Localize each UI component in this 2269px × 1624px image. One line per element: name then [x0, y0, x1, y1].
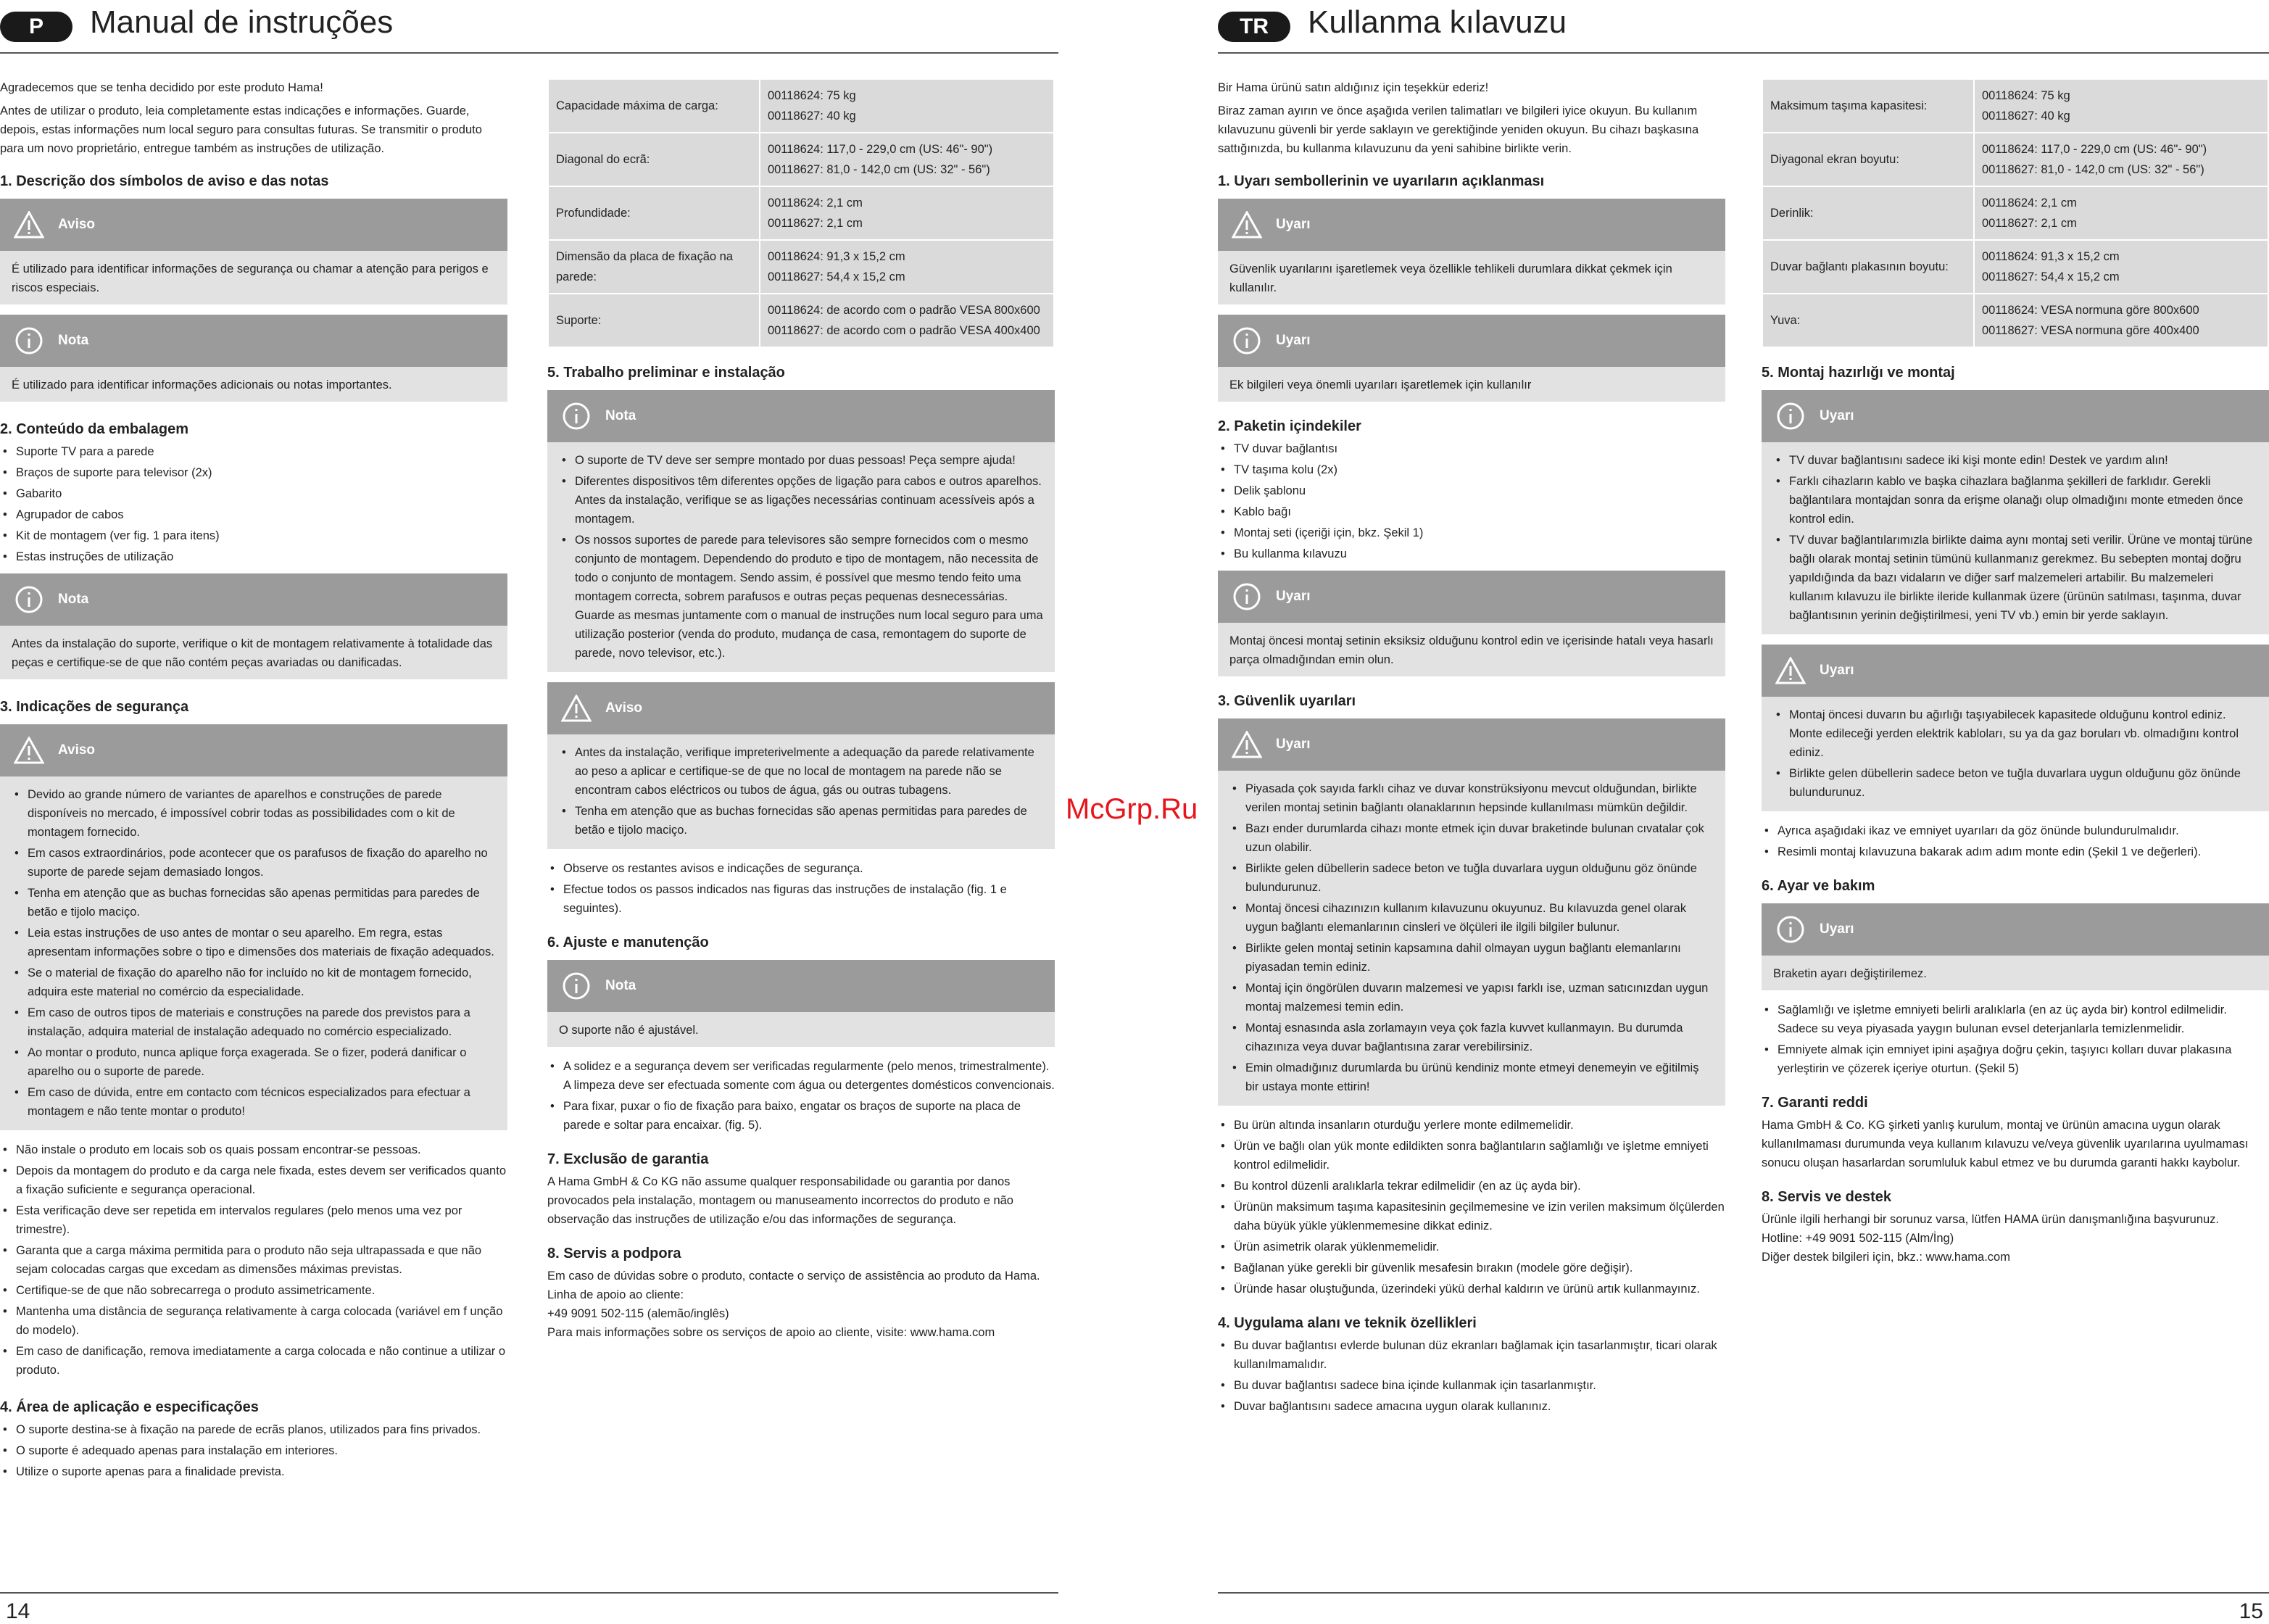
spec-label: Diagonal do ecrã: — [548, 133, 760, 186]
warning-box — [547, 682, 1055, 849]
spec-value: 00118627: 81,0 - 142,0 cm (US: 32" - 56") — [768, 163, 990, 176]
service-text: Ürünle ilgili herhangi bir sorunuz varsa, lütfen HAMA ürün danışmanlığına başvurunuz. — [1762, 1213, 2220, 1226]
spec-value: 00118627: 40 kg — [1982, 109, 2070, 123]
table-row — [1762, 240, 2268, 294]
list-item: • Ürünün maksimum taşıma kapasitesinin geçilmemesine ve izin verilen maksimum ölçülerden daha büyük yükle yüklenmemesine dikkat ediniz. — [1218, 1198, 1725, 1235]
list-item: • Mantenha uma distância de segurança relativamente à carga colocada (variável em f unção do modelo). — [0, 1302, 507, 1340]
note-box — [547, 960, 1055, 1047]
list-item: • Bağlanan yüke gerekli bir güvenlik mesafesin bırakın (modele göre değişir). — [1218, 1259, 1725, 1277]
warning-triangle-icon — [1231, 729, 1263, 761]
list-item: • TV duvar bağlantılarımızla birlikte daima aynı montaj seti verilir. Ürüne ve montaj türüne bağlı olarak montaj setinin tümünü kullanmanız gerekmez. Bu sebepten montaj doğru yapıldığında da bazı vidaların ve diğer sarf malzemeleri artabilir. Bu malzemeleri kullanım kılavuzu ile birlikte ileride kullanmak üzere (ürünün satılması, taşınma, duvar bağlantısının yerinin değiştirilmesi, yeni TV vb.) emin bir yerde saklayın. — [1773, 531, 2257, 625]
list-item: • Em caso de dúvida, entre em contacto com técnicos especializados para efectuar a montagem e não tente montar o produto! — [12, 1083, 496, 1121]
spec-label: Maksimum taşıma kapasitesi: — [1762, 79, 1974, 133]
info-icon — [1775, 400, 1807, 432]
warning-label: Uyarı — [1820, 408, 1854, 423]
hotline: +49 9091 502-115 (alemão/inglês) — [547, 1307, 729, 1320]
section-title: 5. Montaj hazırlığı ve montaj — [1762, 365, 1955, 381]
section-title: 4. Área de aplicação e especificações — [0, 1399, 259, 1415]
warning-label: Uyarı — [1820, 663, 1854, 678]
page-right — [1218, 0, 2269, 1623]
section-title: 6. Ajuste e manutenção — [547, 935, 709, 950]
warning-triangle-icon — [13, 209, 45, 241]
page-left — [0, 0, 1058, 1623]
info-icon — [560, 400, 592, 432]
service-text: Linha de apoio ao cliente: — [547, 1288, 684, 1301]
list-item: • Leia estas instruções de uso antes de montar o seu aparelho. Em regra, estas apresentam informações sobre o tipo e dimensões dos materiais de fixação adequados. — [12, 924, 496, 961]
safety-list — [0, 1140, 507, 1380]
list-item: • Birlikte gelen montaj setinin kapsamına dahil olmayan uygun bağlantı elemanlarını piyasadan temin ediniz. — [1229, 939, 1714, 977]
section-title: 4. Uygulama alanı ve teknik özellikleri — [1218, 1315, 1477, 1331]
list-item: • Bu duvar bağlantısı sadece bina içinde kullanmak için tasarlanmıştır. — [1218, 1376, 1725, 1395]
spec-value: 00118627: 2,1 cm — [768, 217, 863, 230]
list-item: • Duvar bağlantısını sadece amacına uygun olarak kullanınız. — [1218, 1397, 1725, 1416]
note-box — [0, 573, 507, 679]
application-list — [0, 1420, 507, 1481]
info-icon — [1775, 914, 1807, 945]
spec-value: 00118624: 75 kg — [768, 89, 856, 102]
application-list — [1218, 1336, 1725, 1416]
spec-value: 00118627: 40 kg — [768, 109, 856, 123]
warranty-text: Hama GmbH & Co. KG şirketi yanlış kurulum, montaj ve ürünün amacına uygun olarak kullanılmaması durumunda veya kullanım kılavuzu ve/veya güvenlik uyarılarına uyulmaması sonucu oluşan hasarlardan sorumluluk kabul etmez ve bu durumda garanti hakkı kaybolur. — [1762, 1119, 2249, 1169]
left-column-1 — [0, 78, 507, 1484]
list-item: • O suporte é adequado apenas para instalação em interiores. — [0, 1441, 507, 1460]
list-item: • TV duvar bağlantısı — [1218, 439, 1725, 458]
table-row — [548, 133, 1054, 186]
spec-label: Yuva: — [1762, 294, 1974, 347]
spec-label: Profundidade: — [548, 186, 760, 240]
list-item: • Bazı ender durumlarda cihazı monte etmek için duvar braketinde bulunan cıvatalar çok uzun olabilir. — [1229, 819, 1714, 857]
spec-value: 00118624: 91,3 x 15,2 cm — [768, 250, 905, 263]
section-title: 3. Indicações de segurança — [0, 699, 189, 715]
list-item: • Não instale o produto em locais sob os quais possam encontrar-se pessoas. — [0, 1140, 507, 1159]
spec-value: 00118627: 54,4 x 15,2 cm — [768, 270, 905, 283]
spec-value: 00118627: VESA normuna göre 400x400 — [1982, 324, 2199, 337]
list-item: • Montaj öncesi duvarın bu ağırlığı taşıyabilecek kapasitede olduğunu kontrol ediniz. Monte edileceği yerden elektrik kabloları, su ya da gaz boruları vb. olmadığını kontrol ediniz. — [1773, 705, 2257, 762]
table-row — [1762, 133, 2268, 186]
page-title: Kullanma kılavuzu — [1308, 4, 1567, 40]
list-item: • O suporte de TV deve ser sempre montado por duas pessoas! Peça sempre ajuda! — [559, 451, 1043, 470]
list-item: • Agrupador de cabos — [0, 505, 507, 524]
list-item: • Em caso de danificação, remova imediatamente a carga colocada e não continue a utilizar o produto. — [0, 1342, 507, 1380]
table-row — [1762, 186, 2268, 240]
list-item: • Estas instruções de utilização — [0, 547, 507, 566]
list-item: • Emin olmadığınız durumlarda bu ürünü kendiniz monte etmeyi denemeyin ve eğitilmiş bir ustaya monte ettirin! — [1229, 1058, 1714, 1096]
spec-label: Capacidade máxima de carga: — [548, 79, 760, 133]
list-item: • Se o material de fixação do aparelho não for incluído no kit de montagem fornecido, adquira este material no comércio da especialidade. — [12, 964, 496, 1001]
table-row — [1762, 79, 2268, 133]
hotline: Hotline: +49 9091 502-115 (Alm/İng) — [1762, 1232, 1954, 1245]
list-item: • Tenha em atenção que as buchas fornecidas são apenas permitidas para paredes de betão e tijolo maciço. — [12, 884, 496, 921]
note-text: Ek bilgileri veya önemli uyarıları işaretlemek için kullanılır — [1229, 378, 1532, 392]
list-item: • Bu ürün altında insanların oturduğu yerlere monte edilmemelidir. — [1218, 1116, 1725, 1135]
table-row — [548, 79, 1054, 133]
warning-text: Braketin ayarı değiştirilemez. — [1773, 967, 1927, 980]
section-title: 1. Uyarı sembollerinin ve uyarıların açıklanması — [1218, 173, 1545, 189]
list-item: • Para fixar, puxar o fio de fixação para baixo, engatar os braços de suporte na placa de parede e soltar para encaixar. (fig. 5). — [547, 1097, 1055, 1135]
spec-label: Derinlik: — [1762, 186, 1974, 240]
list-item: • Ürün ve bağlı olan yük monte edildikten sonra bağlantıların sağlamlığı ve işletme emniyeti kontrol edilmelidir. — [1218, 1137, 1725, 1174]
warning-label: Uyarı — [1276, 217, 1311, 232]
page-number: 15 — [2239, 1599, 2263, 1623]
page-header — [0, 6, 1058, 54]
installation-list — [1762, 821, 2269, 861]
info-icon — [1231, 581, 1263, 613]
service-text: Diğer destek bilgileri için, bkz.: www.hama.com — [1762, 1251, 2010, 1264]
table-row — [548, 294, 1054, 347]
intro-line: Agradecemos que se tenha decidido por este produto Hama! — [0, 81, 323, 94]
warning-box — [1762, 645, 2269, 811]
list-item: • Montaj seti (içeriği için, bkz. Şekil 1) — [1218, 523, 1725, 542]
spec-value: 00118627: de acordo com o padrão VESA 400x400 — [768, 324, 1040, 337]
spec-label: Diyagonal ekran boyutu: — [1762, 133, 1974, 186]
list-item: • Üründe hasar oluştuğunda, üzerindeki yükü derhal kaldırın ve ürünü artık kullanmayınız. — [1218, 1280, 1725, 1298]
intro-paragraph: Antes de utilizar o produto, leia completamente estas indicações e informações. Guarde, depois, estas informações num local seguro para consultas futuras. Se transmitir o produto para um novo proprietário, entregue também as instruções de utilização. — [0, 104, 482, 155]
package-list — [0, 442, 507, 566]
warning-triangle-icon — [1775, 655, 1807, 687]
info-icon — [13, 584, 45, 616]
intro-line: Bir Hama ürünü satın aldığınız için teşekkür ederiz! — [1218, 81, 1489, 94]
note-label: Uyarı — [1276, 589, 1311, 604]
note-box — [1218, 315, 1725, 402]
spec-value: 00118624: VESA normuna göre 800x600 — [1982, 304, 2199, 317]
list-item: • Bu duvar bağlantısı evlerde bulunan düz ekranları bağlamak için tasarlanmıştır, ticari olarak kullanılmamalıdır. — [1218, 1336, 1725, 1374]
list-item: • Gabarito — [0, 484, 507, 503]
warning-label: Uyarı — [1276, 737, 1311, 752]
list-item: • Bu kontrol düzenli aralıklarla tekrar edilmelidir (en az üç ayda bir). — [1218, 1177, 1725, 1196]
spec-value: 00118624: 91,3 x 15,2 cm — [1982, 250, 2120, 263]
service-text: Em caso de dúvidas sobre o produto, contacte o serviço de assistência ao produto da Hama. — [547, 1269, 1040, 1283]
page-title: Manual de instruções — [90, 4, 394, 40]
right-column-1 — [1218, 78, 1725, 1419]
list-item: • Depois da montagem do produto e da carga nele fixada, estes devem ser verificados quanto a fixação suficiente e segurança operacional. — [0, 1161, 507, 1199]
list-item: • Utilize o suporte apenas para a finalidade prevista. — [0, 1462, 507, 1481]
language-badge: TR — [1218, 12, 1290, 42]
note-label: Uyarı — [1276, 333, 1311, 348]
list-item: • Braços de suporte para televisor (2x) — [0, 463, 507, 482]
list-item: • Ao montar o produto, nunca aplique força exagerada. Se o fizer, poderá danificar o aparelho ou o suporte de parede. — [12, 1043, 496, 1081]
note-label: Nota — [605, 978, 636, 993]
list-item: • Tenha em atenção que as buchas fornecidas são apenas permitidas para paredes de betão e tijolo maciço. — [559, 802, 1043, 840]
warning-label: Uyarı — [1820, 921, 1854, 937]
spec-label: Duvar bağlantı plakasının boyutu: — [1762, 240, 1974, 294]
note-text: Montaj öncesi montaj setinin eksiksiz olduğunu kontrol edin ve içerisinde hatalı veya hasarlı parça olmadığından emin olun. — [1229, 634, 1714, 666]
installation-list — [547, 859, 1055, 918]
list-item: • Os nossos suportes de parede para televisores são sempre fornecidos com o mesmo conjunto de montagem. Dependendo do produto e tipo de montagem, não necessita de todo o conjunto de montagem. Sendo assim, é possível que mesmo tendo feito uma montagem correcta, sobrem parafusos e outras peças pequenas desnecessárias. Guarde as mesmas juntamente com o manual de instruções num local seguro para uma utilização posterior (venda do produto, mudança de casa, remontagem do suporte de parede, novo televisor, etc.). — [559, 531, 1043, 663]
spec-value: 00118624: 2,1 cm — [768, 196, 863, 210]
list-item: • Ayrıca aşağıdaki ikaz ve emniyet uyarıları da göz önünde bulundurulmalıdır. — [1762, 821, 2269, 840]
list-item: • Esta verificação deve ser repetida em intervalos regulares (pelo menos uma vez por trimestre). — [0, 1201, 507, 1239]
list-item: • Montaj esnasında asla zorlamayın veya çok fazla kuvvet kullanmayın. Bu durumda cihazınıza veya duvar bağlantısına zarar verebilirsiniz. — [1229, 1019, 1714, 1056]
list-item: • Delik şablonu — [1218, 481, 1725, 500]
table-row — [1762, 294, 2268, 347]
page-number: 14 — [6, 1599, 30, 1623]
list-item: • TV taşıma kolu (2x) — [1218, 460, 1725, 479]
info-icon — [560, 970, 592, 1002]
list-item: • Kablo bağı — [1218, 502, 1725, 521]
warning-triangle-icon — [560, 692, 592, 724]
note-text: Antes da instalação do suporte, verifique o kit de montagem relativamente à totalidade das peças e certifique-se de que não contém peças avariadas ou danificadas. — [12, 637, 493, 669]
note-box — [1218, 571, 1725, 676]
intro-paragraph: Biraz zaman ayırın ve önce aşağıda verilen talimatları ve bilgileri iyice okuyun. Bu kullanım kılavuzunu güvenli bir yerde saklayın ve gerektiğinde yeniden okuyun. Bu cihazı başkasına sattığınızda, bu kullanma kılavuzunu da yeni sahibine birlikte verin. — [1218, 104, 1699, 155]
safety-list — [1218, 1116, 1725, 1298]
spec-value: 00118627: 54,4 x 15,2 cm — [1982, 270, 2120, 283]
package-list — [1218, 439, 1725, 563]
list-item: • Suporte TV para a parede — [0, 442, 507, 461]
note-box — [0, 315, 507, 402]
note-label: Nota — [58, 333, 89, 348]
list-item: • Emniyete almak için emniyet ipini aşağıya doğru çekin, taşıyıcı kolları duvar plakasına yerleştirin ve çözerek içeriye oturtun. (Şekil 5) — [1762, 1040, 2269, 1078]
list-item: • Birlikte gelen dübellerin sadece beton ve tuğla duvarlara uygun olduğunu göz önünde bulundurunuz. — [1773, 764, 2257, 802]
spec-table — [1762, 78, 2269, 348]
left-column-2 — [547, 78, 1055, 1342]
section-title: 2. Paketin içindekiler — [1218, 418, 1361, 434]
warning-label: Aviso — [605, 700, 643, 716]
list-item: • Birlikte gelen dübellerin sadece beton ve tuğla duvarlara uygun olduğunu göz önünde bulundurunuz. — [1229, 859, 1714, 897]
language-badge: P — [0, 12, 72, 42]
list-item: • Efectue todos os passos indicados nas figuras das instruções de instalação (fig. 1 e seguintes). — [547, 880, 1055, 918]
list-item: • Bu kullanma kılavuzu — [1218, 544, 1725, 563]
warning-label: Aviso — [58, 742, 96, 758]
spec-value: 00118627: 2,1 cm — [1982, 217, 2077, 230]
list-item: • Montaj için öngörülen duvarın malzemesi ve yapısı farklı ise, uzman satıcınızdan uygun montaj malzemesi temin edin. — [1229, 979, 1714, 1016]
section-title: 8. Servis a podpora — [547, 1246, 681, 1262]
warning-box — [0, 199, 507, 304]
warning-triangle-icon — [1231, 209, 1263, 241]
list-item: • Kit de montagem (ver fig. 1 para itens) — [0, 526, 507, 545]
footer-divider — [1218, 1592, 2269, 1594]
spec-value: 00118624: 117,0 - 229,0 cm (US: 46"- 90") — [1982, 143, 2207, 156]
note-label: Nota — [605, 408, 636, 423]
list-item: • O suporte destina-se à fixação na parede de ecrãs planos, utilizados para fins privados. — [0, 1420, 507, 1439]
spec-value: 00118624: 2,1 cm — [1982, 196, 2077, 210]
list-item: • Devido ao grande número de variantes de aparelhos e construções de parede disponíveis no mercado, é impossível cobrir todas as possibilidades com o kit de montagem fornecido. — [12, 785, 496, 842]
table-row — [548, 186, 1054, 240]
section-title: 1. Descrição dos símbolos de aviso e das notas — [0, 173, 329, 189]
list-item: • Ürün asimetrik olarak yüklenmemelidir. — [1218, 1238, 1725, 1256]
table-row — [548, 240, 1054, 294]
list-item: • A solidez e a segurança devem ser verificadas regularmente (pelo menos, trimestralmente). A limpeza deve ser efectuada somente com água ou detergentes domésticos convencionais. — [547, 1057, 1055, 1095]
list-item: • Resimli montaj kılavuzuna bakarak adım adım monte edin (Şekil 1 ve değerleri). — [1762, 842, 2269, 861]
section-title: 6. Ayar ve bakım — [1762, 878, 1875, 894]
maintenance-list — [1762, 1000, 2269, 1078]
warning-box — [0, 724, 507, 1130]
list-item: • Farklı cihazların kablo ve başka cihazlara bağlanma şekilleri de farklıdır. Gerekli bağlantılara montajdan sonra da erişme olanağı olup olmadığını monte etmeden önce kontrol edin. — [1773, 472, 2257, 529]
spec-value: 00118624: 75 kg — [1982, 89, 2070, 102]
spec-value: 00118624: de acordo com o padrão VESA 800x600 — [768, 304, 1040, 317]
warning-box — [1762, 903, 2269, 990]
list-item: • TV duvar bağlantısını sadece iki kişi monte edin! Destek ve yardım alın! — [1773, 451, 2257, 470]
list-item: • Garanta que a carga máxima permitida para o produto não seja ultrapassada e que não sejam colocadas cargas que excedam as dimensões máximas previstas. — [0, 1241, 507, 1279]
list-item: • Diferentes dispositivos têm diferentes opções de ligação para cabos e outros aparelhos. Antes da instalação, verifique se as ligações necessárias continuam acessíveis após a montagem. — [559, 472, 1043, 529]
section-title: 7. Exclusão de garantia — [547, 1151, 709, 1167]
list-item: • Em casos extraordinários, pode acontecer que os parafusos de fixação do aparelho no suporte de parede sejam demasiado longos. — [12, 844, 496, 882]
service-text: Para mais informações sobre os serviços de apoio ao cliente, visite: www.hama.com — [547, 1326, 995, 1339]
footer-divider — [0, 1592, 1058, 1594]
section-title: 3. Güvenlik uyarıları — [1218, 693, 1356, 709]
spec-value: 00118624: 117,0 - 229,0 cm (US: 46"- 90") — [768, 143, 993, 156]
section-title: 2. Conteúdo da embalagem — [0, 421, 189, 437]
note-text: O suporte não é ajustável. — [559, 1024, 699, 1037]
warranty-text: A Hama GmbH & Co KG não assume qualquer responsabilidade ou garantia por danos provocados pela instalação, montagem ou manuseamento incorrectos do produto e não observação das instruções de utilização e/ou das informações de segurança. — [547, 1175, 1013, 1226]
warning-label: Aviso — [58, 217, 96, 232]
warning-box — [1218, 199, 1725, 304]
warning-box — [1762, 390, 2269, 634]
note-text: É utilizado para identificar informações adicionais ou notas importantes. — [12, 378, 392, 392]
info-icon — [1231, 325, 1263, 357]
list-item: • Em caso de outros tipos de materiais e construções na parede dos previstos para a instalação, adquira material de instalação adequado no comércio especializado. — [12, 1003, 496, 1041]
spec-label: Suporte: — [548, 294, 760, 347]
warning-box — [1218, 718, 1725, 1106]
section-title: 5. Trabalho preliminar e instalação — [547, 365, 785, 381]
warning-text: Güvenlik uyarılarını işaretlemek veya özellikle tehlikeli durumlara dikkat çekmek için kullanılır. — [1229, 262, 1672, 294]
info-icon — [13, 325, 45, 357]
spec-value: 00118627: 81,0 - 142,0 cm (US: 32" - 56") — [1982, 163, 2204, 176]
note-box — [547, 390, 1055, 672]
list-item: • Sağlamlığı ve işletme emniyeti belirli aralıklarla (en az üç ayda bir) kontrol edilmelidir. Sadece su veya piyasada yaygın bulunan evsel deterjanlarla temizlenmelidir. — [1762, 1000, 2269, 1038]
note-label: Nota — [58, 592, 89, 607]
spec-label: Dimensão da placa de fixação na parede: — [548, 240, 760, 294]
list-item: • Certifique-se de que não sobrecarrega o produto assimetricamente. — [0, 1281, 507, 1300]
right-column-2 — [1762, 78, 2269, 1267]
warning-triangle-icon — [13, 734, 45, 766]
section-title: 7. Garanti reddi — [1762, 1095, 1868, 1111]
warning-text: É utilizado para identificar informações de segurança ou chamar a atenção para perigos e riscos especiais. — [12, 262, 489, 294]
list-item: • Antes da instalação, verifique impreterivelmente a adequação da parede relativamente ao peso a aplicar e certifique-se de que no local de montagem na parede não se encontram cabos eléctricos ou tubos de água, gás ou outras tubagens. — [559, 743, 1043, 800]
spec-table — [547, 78, 1055, 348]
section-title: 8. Servis ve destek — [1762, 1189, 1892, 1205]
list-item: • Observe os restantes avisos e indicações de segurança. — [547, 859, 1055, 878]
maintenance-list — [547, 1057, 1055, 1135]
page-header — [1218, 6, 2269, 54]
watermark: McGrp.Ru — [1066, 793, 1198, 825]
list-item: • Piyasada çok sayıda farklı cihaz ve duvar konstrüksiyonu mevcut olduğundan, birlikte verilen montaj setinin bağlantı olanaklarının hepsinde kullanılması mümkün değildir. — [1229, 779, 1714, 817]
list-item: • Montaj öncesi cihazınızın kullanım kılavuzunu okuyunuz. Bu kılavuzda genel olarak uygun bağlantı elemanlarının cinsleri ve ölçüleri ile ilgili bilgiler bulunur. — [1229, 899, 1714, 937]
